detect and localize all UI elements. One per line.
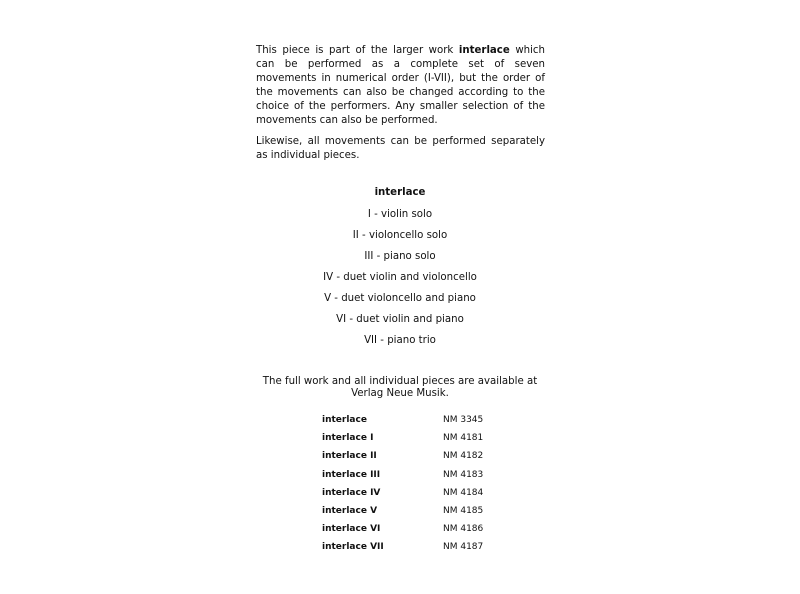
catalog-number: NM 4181: [443, 433, 484, 444]
movement-item: VII - piano trio: [364, 335, 436, 346]
movement-item: III - piano solo: [364, 251, 436, 262]
movement-item: I - violin solo: [367, 209, 433, 220]
catalog-title: interlace: [322, 415, 367, 426]
movements-list: [0, 208, 800, 355]
availability-line-1: The full work and all individual pieces are available at: [262, 376, 538, 387]
catalog-number: NM 4186: [443, 524, 484, 535]
catalog-title: interlace VII: [322, 542, 384, 553]
catalog-title: interlace I: [322, 433, 374, 444]
catalog-row: [322, 447, 523, 465]
catalog-number: NM 4183: [443, 469, 484, 480]
catalog-number: NM 3345: [443, 415, 484, 426]
catalog-number: NM 4184: [443, 487, 484, 498]
catalog-title: interlace IV: [322, 487, 381, 498]
catalog-number: NM 4185: [443, 506, 484, 517]
catalog-row: [322, 484, 523, 502]
catalog-row: [322, 411, 523, 429]
catalog-number: NM 4182: [443, 451, 484, 462]
intro-paragraph-2: Likewise, all movements can be performed separately as individual pieces.: [256, 136, 545, 161]
catalog-table: [322, 411, 523, 557]
movement-item: VI - duet violin and piano: [336, 314, 464, 325]
intro-paragraph-1: [256, 44, 545, 128]
catalog-number: NM 4187: [443, 542, 484, 553]
intro-text: [256, 44, 545, 170]
catalog-row: [322, 502, 523, 520]
movement-item: IV - duet violin and violoncello: [323, 272, 477, 283]
catalog-row: [322, 538, 523, 556]
catalog-row: [322, 466, 523, 484]
intro-text-start: This piece is part of the larger work: [256, 45, 459, 56]
catalog-title: interlace V: [322, 506, 378, 517]
catalog-title: interlace II: [322, 451, 377, 462]
catalog-row: [322, 520, 523, 538]
movements-heading: interlace: [374, 187, 426, 198]
movement-item: II - violoncello solo: [352, 230, 448, 241]
catalog-row: [322, 429, 523, 447]
catalog-title: interlace III: [322, 469, 381, 480]
availability-line-2: Verlag Neue Musik.: [351, 388, 449, 399]
work-title-inline: interlace: [458, 45, 510, 56]
availability-note: [0, 376, 800, 400]
catalog-title: interlace VI: [322, 524, 381, 535]
intro-text-rest: which can be performed as a complete set of seven movements in numerical order (I-VII), but the order of the movements can also be changed according to the choice of the performers. Any smaller selection of the movements can also be performed.: [256, 45, 545, 126]
movement-item: V - duet violoncello and piano: [324, 293, 476, 304]
